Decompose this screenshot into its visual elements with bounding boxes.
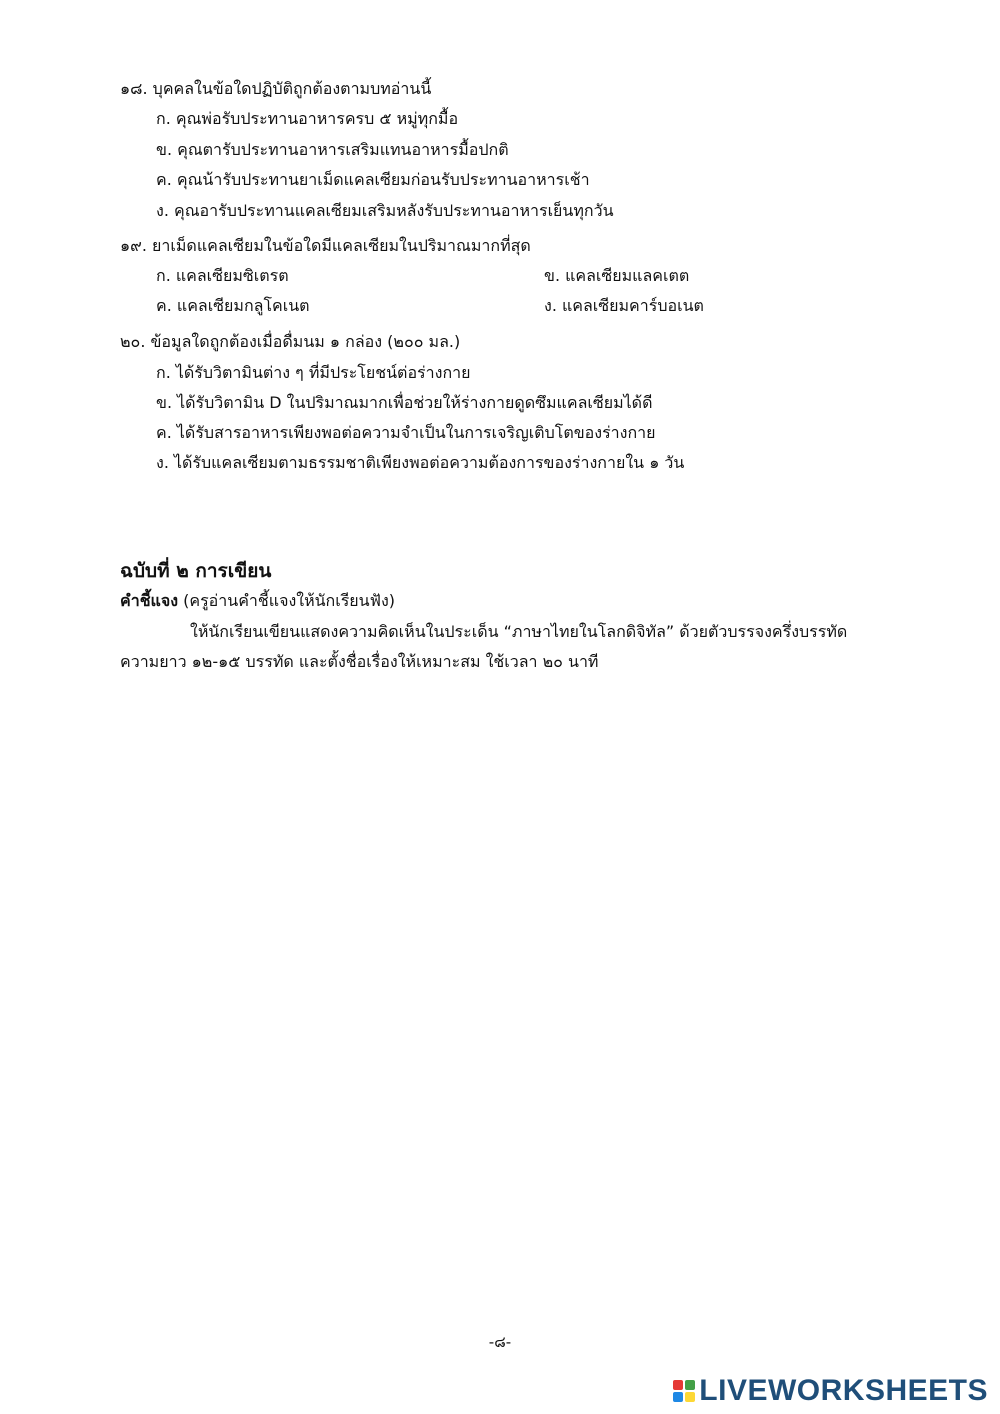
question-18-option-d: ง. คุณอารับประทานแคลเซียมเสริมหลังรับประทานอาหารเย็นทุกวัน <box>156 201 614 220</box>
instruction-paragraph-line1: ให้นักเรียนเขียนแสดงความคิดเห็นในประเด็น “ภาษาไทยในโลกดิจิทัล” ด้วยตัวบรรจงครึ่งบรรทัด <box>190 622 848 641</box>
liveworksheets-wordmark: LIVEWORKSHEETS <box>699 1374 988 1407</box>
question-18-stem: ๑๘. บุคคลในข้อใดปฏิบัติถูกต้องตามบทอ่านนี้ <box>120 79 432 98</box>
question-20-option-b: ข. ได้รับวิตามิน D ในปริมาณมากเพื่อช่วยให้ร่างกายดูดซึมแคลเซียมได้ดี <box>156 393 653 412</box>
question-18-option-b: ข. คุณตารับประทานอาหารเสริมแทนอาหารมื้อปกติ <box>156 140 509 159</box>
question-20-stem: ๒๐. ข้อมูลใดถูกต้องเมื่อดื่มนม ๑ กล่อง (๒๐๐ มล.) <box>120 332 461 351</box>
question-20-option-c: ค. ได้รับสารอาหารเพียงพอต่อความจำเป็นในการเจริญเติบโตของร่างกาย <box>156 423 656 442</box>
question-19-option-c: ค. แคลเซียมกลูโคเนต <box>156 296 310 315</box>
question-20-option-a: ก. ได้รับวิตามินต่าง ๆ ที่มีประโยชน์ต่อร่างกาย <box>156 363 471 382</box>
page-number: -๘- <box>488 1333 512 1351</box>
question-20-option-d: ง. ได้รับแคลเซียมตามธรรมชาติเพียงพอต่อความต้องการของร่างกายใน ๑ วัน <box>156 453 685 472</box>
instruction-text: (ครูอ่านคำชี้แจงให้นักเรียนฟัง) <box>178 591 395 610</box>
section-title: ฉบับที่ ๒ การเขียน <box>120 560 272 582</box>
question-19-stem: ๑๙. ยาเม็ดแคลเซียมในข้อใดมีแคลเซียมในปริมาณมากที่สุด <box>120 236 531 255</box>
question-19-option-d: ง. แคลเซียมคาร์บอเนต <box>544 296 704 315</box>
question-18-option-a: ก. คุณพ่อรับประทานอาหารครบ ๕ หมู่ทุกมื้อ <box>156 109 459 128</box>
instruction-line <box>120 590 395 612</box>
liveworksheets-logo-icon <box>673 1380 695 1402</box>
question-18-option-c: ค. คุณน้ารับประทานยาเม็ดแคลเซียมก่อนรับประทานอาหารเช้า <box>156 170 590 189</box>
instruction-label: คำชี้แจง <box>120 591 179 610</box>
liveworksheets-logo <box>673 1374 988 1408</box>
question-19-option-b: ข. แคลเซียมแลคเตต <box>544 266 690 285</box>
instruction-paragraph-line2: ความยาว ๑๒-๑๕ บรรทัด และตั้งชื่อเรื่องให้เหมาะสม ใช้เวลา ๒๐ นาที <box>120 652 599 671</box>
question-19-option-a: ก. แคลเซียมซิเตรต <box>156 266 289 285</box>
